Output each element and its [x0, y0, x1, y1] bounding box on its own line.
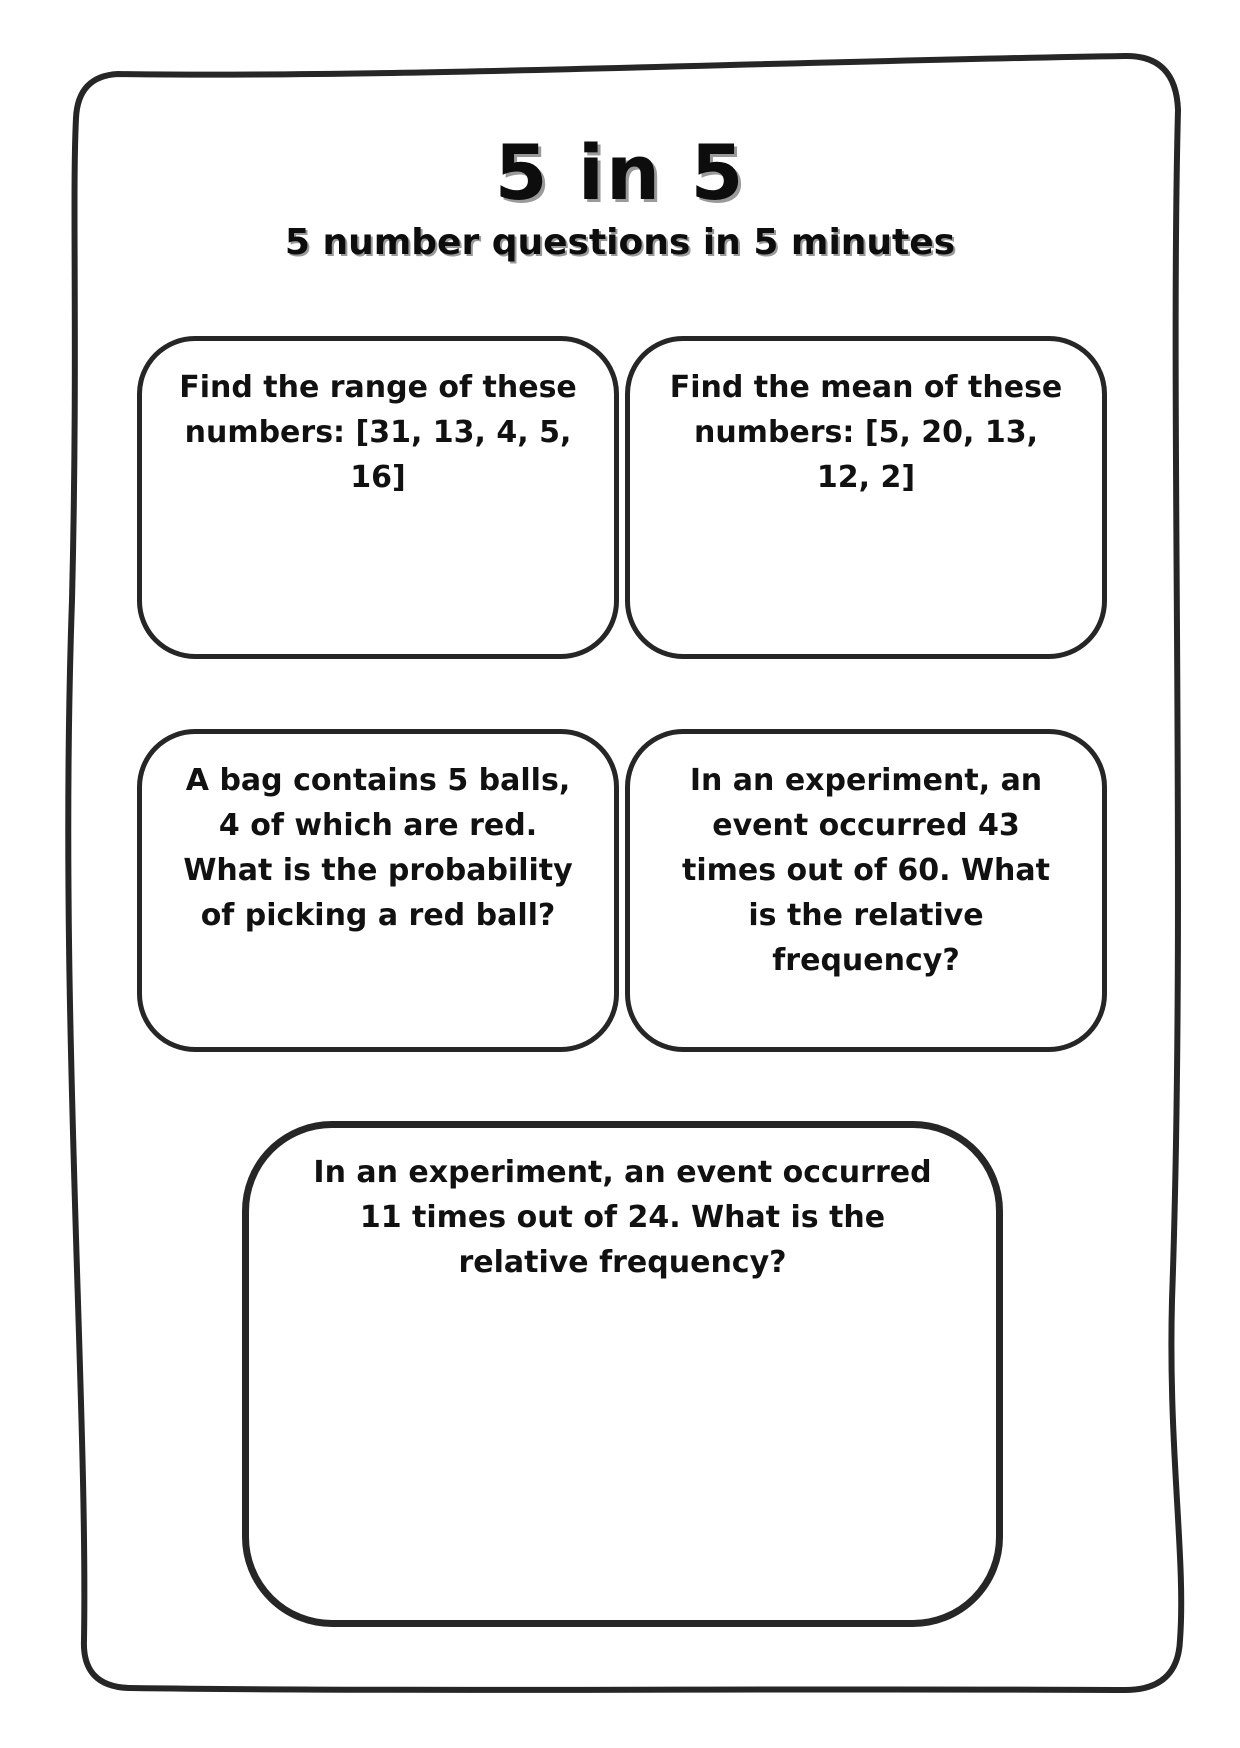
question-text: In an experiment, an event occurred 43 times out of 60. What is the relative frequency?	[681, 763, 1050, 978]
question-card-1[interactable]	[137, 336, 619, 659]
question-text: In an experiment, an event occurred 11 times out of 24. What is the relative frequency?	[313, 1155, 932, 1280]
question-card-3[interactable]	[137, 729, 619, 1052]
question-text: A bag contains 5 balls, 4 of which are red. What is the probability of picking a red ball?	[183, 763, 573, 933]
page-title: 5 in 5	[494, 128, 746, 217]
page-subtitle: 5 number questions in 5 minutes	[284, 222, 956, 263]
question-text: Find the mean of these numbers: [5, 20, 13, 12, 2]	[669, 370, 1063, 495]
question-text: Find the range of these numbers: [31, 13, 4, 5, 16]	[179, 370, 577, 495]
question-card-4[interactable]	[625, 729, 1107, 1052]
question-card-5[interactable]	[242, 1121, 1003, 1627]
question-card-2[interactable]	[625, 336, 1107, 659]
